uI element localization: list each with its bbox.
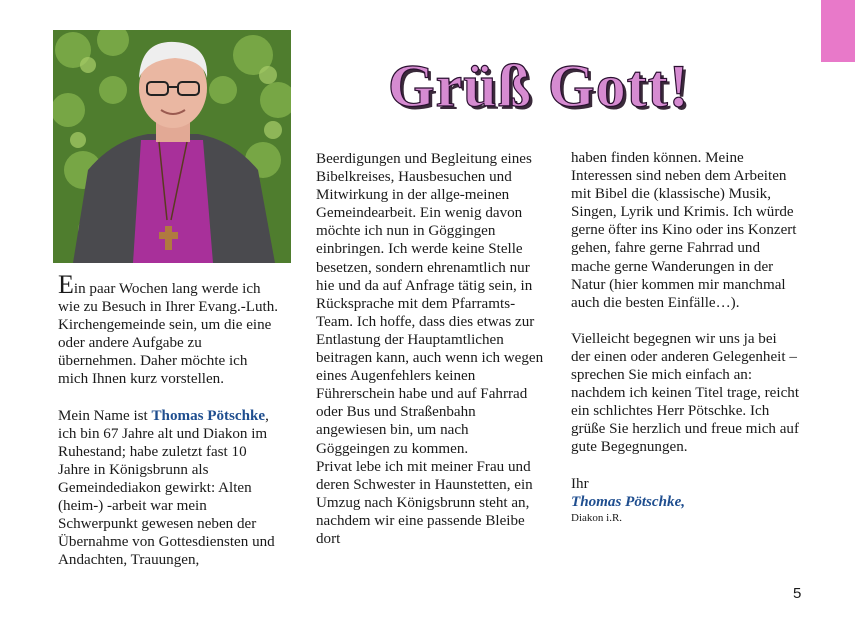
signature-role: Diakon i.R. <box>571 511 623 524</box>
signature: Thomas Pötschke, <box>571 493 686 510</box>
pink-corner-tab <box>821 0 855 62</box>
duties-paragraph: Beerdigungen und Begleitung eines Bibelkreises, Hausbesuchen und Mitwirkung in der allge-meinen Gemeindearbeit. Ein wenig davon möchte ich nun in Göggingen einbringen. Ich werde keine Stelle besetzen, sondern ehrenamtlich nur hie und da auf Anfrage tätig sein, in Rücksprache mit dem Pfarramts-Team. Ich hoffe, dass dies etwas zur Entlastung der Hauptamtlichen beitragen kann, auch wenn ich wegen eines Augenfehlers keinen Führerschein habe und auf Fahrrad oder Bus und Straßenbahn angewiesen bin, um nach Göggeingen zu kommen. <box>316 151 544 457</box>
page-number: 5 <box>793 585 802 602</box>
bio-paragraph <box>58 407 280 570</box>
interests-paragraph: haben finden können. Meine Interessen sind neben dem Arbeiten mit Bibel die (klassische) Musik, Singen, Lyrik und Krimis. Ich würde gerne öfter ins Kino oder ins Konzert gehen, fahre gerne Fahrrad und mache gerne Wanderungen in der Natur (hier kommen mir manchmal auch die besten Einfälle…). <box>571 150 797 311</box>
author-name: Thomas Pötschke <box>151 407 266 424</box>
text-column-3 <box>571 149 799 526</box>
text-column-2 <box>316 150 544 548</box>
closing-text: Ihr <box>571 475 589 492</box>
intro-paragraph <box>58 270 280 389</box>
bio-text: , ich bin 67 Jahre alt und Diakon im Ruhestand; habe zuletzt fast 10 Jahre in Königsbrunn als Gemeindediakon gewirkt: Alten (heim-) -arbeit war mein Schwerpunkt gewesen neben der Übernahme von Gottesdiensten und Andachten, Trauungen, <box>58 407 275 569</box>
greeting-paragraph: Vielleicht begegnen wir uns ja bei der einen oder anderen Gelegenheit – sprechen Sie mich einfach an: nachdem ich keinen Titel trage, reicht ein schlichtes Herr Pötschke. Ich grüße Sie herzlich und freue mich auf gute Begegnungen. <box>571 330 800 456</box>
private-paragraph: Privat lebe ich mit meiner Frau und deren Schwester in Haunstetten, ein Umzug nach Königsbrunn steht an, nachdem wir eine passende Bleibe dort <box>316 458 533 547</box>
page-title: Grüß Gott! <box>388 53 690 119</box>
bio-prefix: Mein Name ist <box>58 407 152 424</box>
intro-text: in paar Wochen lang werde ich wie zu Besuch in Ihrer Evang.-Luth. Kirchengemeinde sein, um die eine oder andere Aufgabe zu übernehmen. Daher möchte ich mich Ihnen kurz vorstellen. <box>58 281 279 388</box>
portrait-photo <box>53 30 291 263</box>
drop-cap: E <box>58 270 74 299</box>
text-column-1 <box>58 270 280 569</box>
